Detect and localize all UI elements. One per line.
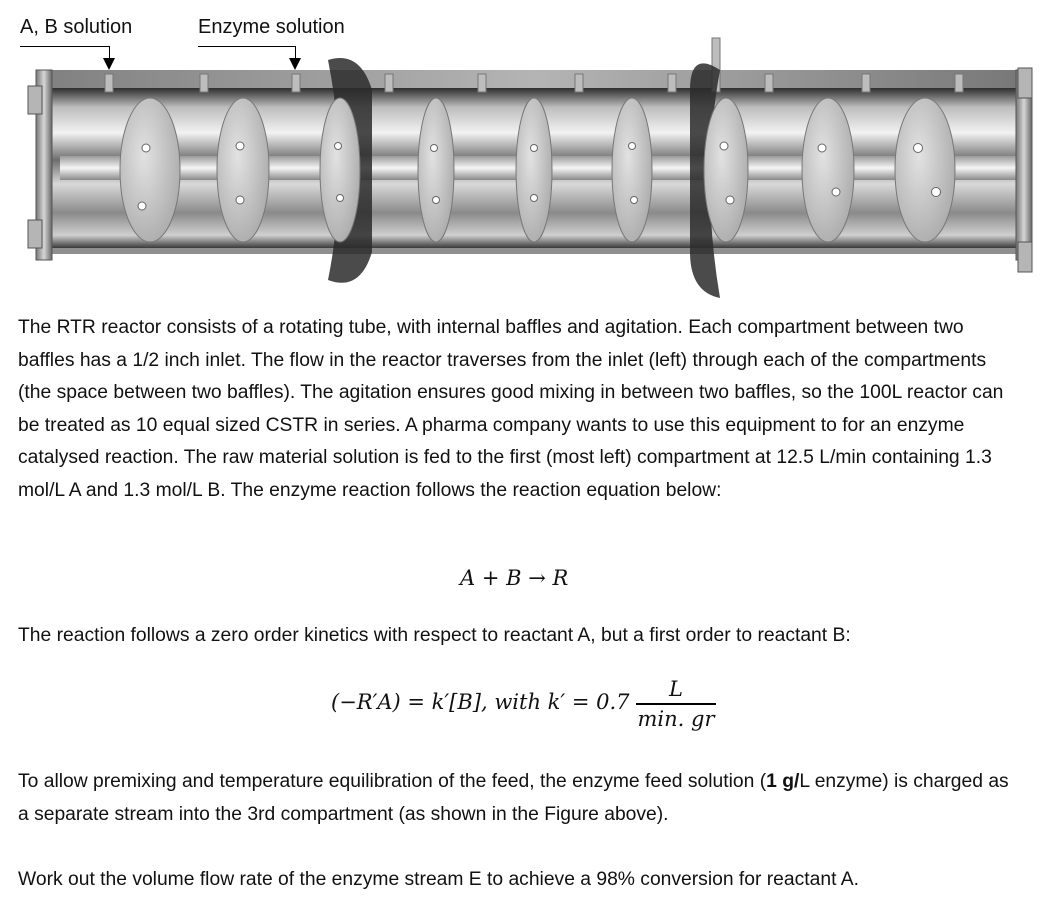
inlet-port-1: [105, 74, 113, 92]
inlet-port-6: [575, 74, 583, 92]
left-end-flange: [28, 70, 52, 260]
description-paragraph: The RTR reactor consists of a rotating tube, with internal baffles and agitation. Each compartment between two baffles has a 1/2 inch inlet. The flow in the reactor traverses from the inlet (left) through each of the compartments (the space between two baffles). The agitation ensures good mixing in between two baffles, so the 100L reactor can be treated as 10 equal sized CSTR in series. A pharma company wants to use this equipment to for an enzyme catalysed reaction. The raw material solution is fed to the first (most left) compartment at 12.5 L/min containing 1.3 mol/L A and 1.3 mol/L B. The enzyme reaction follows the reaction equation below:: [18, 317, 1004, 501]
enzyme-feed-text-1: To allow premixing and temperature equilibration of the feed, the enzyme feed solution (: [18, 771, 767, 792]
units-denominator: min. gr: [637, 706, 715, 731]
baffle-3: [320, 98, 360, 242]
baffles: [120, 98, 955, 242]
enzyme-feed-text-2: L enzyme) is charged as a separate stream into the 3rd compartment (as shown in the Figure above).: [18, 771, 1009, 825]
inlet-port-9: [765, 74, 773, 92]
enzyme-feed-paragraph: [18, 766, 1023, 831]
baffle-2: [217, 98, 269, 242]
ab-solution-label: A, B solution: [20, 16, 133, 38]
enzyme-concentration: 1 g/: [766, 771, 800, 792]
baffle-8: [802, 98, 854, 242]
inlet-port-7: [668, 74, 676, 92]
kinetics-paragraph: The reaction follows a zero order kinetics with respect to reactant A, but a first order to reactant B:: [18, 625, 851, 646]
baffle-4: [418, 98, 454, 242]
inlet-port-3: [292, 74, 300, 92]
baffle-6: [612, 98, 652, 242]
inlet-port-4: [385, 74, 393, 92]
units-numerator: L: [669, 677, 683, 701]
baffle-1: [120, 98, 180, 242]
rtr-reactor-figure: [0, 30, 1042, 310]
inlet-port-2: [200, 74, 208, 92]
rate-constant-units: [636, 675, 716, 733]
question-paragraph: Work out the volume flow rate of the enzyme stream E to achieve a 98% conversion for reactant A.: [18, 869, 859, 890]
baffle-9: [895, 98, 955, 242]
enzyme-solution-label: Enzyme solution: [198, 16, 345, 38]
reaction-equation: A + B → R: [460, 566, 569, 590]
right-end-flange: [1016, 68, 1032, 272]
baffle-5: [516, 98, 552, 242]
inlet-port-5: [478, 74, 486, 92]
rate-equation: (−R′A) = k′[B], with k′ = 0.7: [331, 690, 630, 714]
inlet-port-11: [955, 74, 963, 92]
inlet-port-10: [862, 74, 870, 92]
baffle-7: [704, 98, 748, 242]
